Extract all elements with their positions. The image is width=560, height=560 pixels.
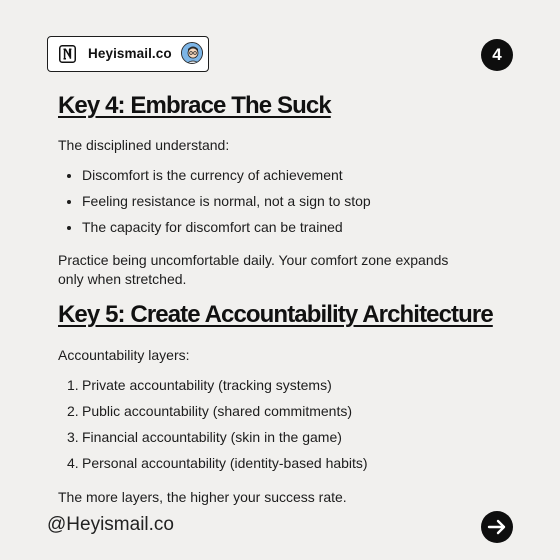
list-item (58, 428, 368, 454)
arrow-right-icon (481, 511, 513, 543)
list-item (58, 166, 371, 192)
list-item-text: Personal accountability (identity-based habits) (82, 455, 368, 471)
section1-intro: The disciplined understand: (58, 137, 230, 153)
section2-outro: The more layers, the higher your success rate. (58, 489, 347, 505)
section2-numbered-list (58, 376, 368, 480)
section1-bullet-list (58, 166, 371, 244)
bullet-dot (67, 174, 71, 178)
page-number-badge: 4 (481, 39, 513, 71)
list-item-text: Discomfort is the currency of achievement (82, 167, 343, 183)
section1-outro-line2: only when stretched. (58, 271, 187, 287)
list-item (58, 454, 368, 480)
avatar-icon (181, 42, 203, 64)
list-item (58, 218, 371, 244)
section-title-key5: Key 5: Create Accountability Architecture (58, 301, 493, 328)
next-button[interactable] (481, 511, 513, 543)
list-number: 3. (67, 429, 79, 445)
footer-handle: @Heyismail.co (47, 514, 174, 535)
section2-intro: Accountability layers: (58, 347, 190, 363)
section-title-key4: Key 4: Embrace The Suck (58, 92, 331, 119)
list-item-text: The capacity for discomfort can be trained (82, 219, 343, 235)
brand-name: Heyismail.co (88, 46, 172, 61)
list-item-text: Feeling resistance is normal, not a sign to stop (82, 193, 371, 209)
list-item-text: Private accountability (tracking systems) (82, 377, 332, 393)
list-item (58, 376, 368, 402)
section1-outro-line1: Practice being uncomfortable daily. Your comfort zone expands (58, 252, 449, 268)
list-number: 2. (67, 403, 79, 419)
list-item-text: Public accountability (shared commitments) (82, 403, 352, 419)
list-number: 1. (67, 377, 79, 393)
bullet-dot (67, 200, 71, 204)
section1-outro (58, 251, 448, 289)
list-item-text: Financial accountability (skin in the game) (82, 429, 342, 445)
list-number: 4. (67, 455, 79, 471)
notion-icon (59, 45, 76, 63)
bullet-dot (67, 226, 71, 230)
list-item (58, 192, 371, 218)
list-item (58, 402, 368, 428)
